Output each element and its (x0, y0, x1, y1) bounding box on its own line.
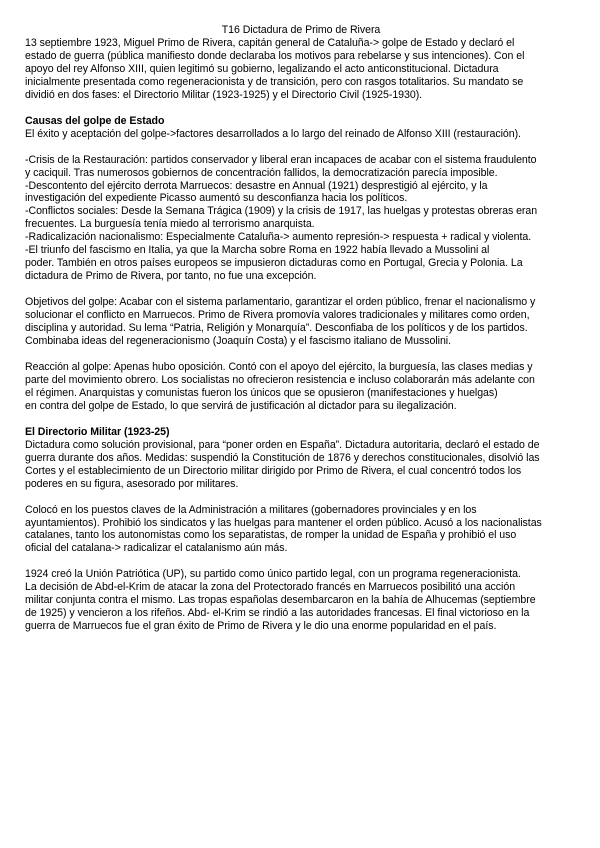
text-line: ayuntamientos). Prohibió los sindicatos y las huelgas para mantener el orden público. Acusó a los nacionalistas (25, 516, 542, 529)
text-line: Objetivos del golpe: Acabar con el sistema parlamentario, garantizar el orden público, frenar el nacionalismo y (25, 296, 536, 309)
text-line: en contra del golpe de Estado, lo que servirá de justificación al dictador para su ilegalización. (25, 399, 457, 412)
text-line: de 1925) y vencieron a los rifeños. Abd- el-Krim se rindió a las autoridades francesas. El final victorioso en la (25, 607, 530, 620)
directorio-paragraph-2 (25, 504, 577, 556)
text-line: La decisión de Abd-el-Krim de atacar la zona del Protectorado francés en Marruecos posibilitó una acción (25, 581, 516, 594)
text-line: solucionar el conflicto en Marruecos. Primo de Rivera promovía valores tradicionales y militares como orden, (25, 309, 530, 322)
text-line: -Descontento del ejército derrota Marruecos: desastre en Annual (1921) desprestigió al ejército, y la (25, 179, 488, 192)
text-line: Dictadura como solución provisional, para “poner orden en España”. Dictadura autoritaria, declaró el estado de (25, 438, 540, 451)
text-line: y caciquil. Tras numerosos gobiernos de concentración fallidos, la democratización parecía imposible. (25, 166, 498, 179)
text-line: disciplina y autoridad. Su lema “Patria, Religión y Monarquía”. Desconfiaba de los políticos y de los partidos. (25, 322, 528, 335)
document-page (25, 24, 577, 633)
text-line: 1924 creó la Unión Patriótica (UP), su partido como único partido legal, con un programa regeneracionista. (25, 568, 521, 581)
text-line: catalanes, tanto los autonomistas como los separatistas, de romper la unidad de España y prohibió el uso (25, 529, 517, 542)
text-line: dividió en dos fases: el Directorio Militar (1923-1925) y el Directorio Civil (1925-1930). (25, 88, 423, 101)
text-line: parte del movimiento obrero. Los socialistas no ofrecieron resistencia e incluso colaborarán más adelante con (25, 373, 535, 386)
text-line: investigación del expediente Picasso aumentó su desconfianza hacia los políticos. (25, 192, 408, 205)
text-line: -Crisis de la Restauración: partidos conservador y liberal eran incapaces de acabar con el sistema fraudulento (25, 153, 537, 166)
text-line: apoyo del rey Alfonso XIII, quien legitimó su gobierno, legalizando el acto anticonstitucional. Dictadura (25, 62, 499, 75)
text-line: frecuentes. La burguesía tenía miedo al terrorismo anarquista. (25, 218, 315, 231)
section-heading-causas: Causas del golpe de Estado (25, 114, 165, 127)
text-line: guerra durante dos años. Medidas: suspendió la Constitución de 1876 y derechos constitucionales, disolvió las (25, 451, 540, 464)
section-heading-directorio: El Directorio Militar (1923-25) (25, 425, 170, 438)
text-line: Combinaba ideas del regeneracionismo (Joaquín Costa) y el fascismo italiano de Mussolini. (25, 335, 451, 348)
text-line: dictadura de Primo de Rivera, por tanto, no fue una excepción. (25, 270, 317, 283)
text-line: poderes en su figura, asesorado por militares. (25, 477, 239, 490)
text-line: militar conjunta contra el mismo. Las tropas españolas desembarcaron en la bahía de Alhucemas (septiembre (25, 594, 536, 607)
intro-paragraph (25, 37, 577, 102)
text-line: Reacción al golpe: Apenas hubo oposición. Contó con el apoyo del ejército, la burguesía, las clases medias y (25, 360, 533, 373)
text-line: 13 septiembre 1923, Miguel Primo de Rivera, capitán general de Cataluña-> golpe de Estado y declaró el (25, 36, 515, 49)
text-line: guerra de Marruecos fue el gran éxito de Primo de Rivera y le dio una enorme popularidad en el país. (25, 620, 497, 633)
text-line: -Conflictos sociales: Desde la Semana Trágica (1909) y la crisis de 1917, las huelgas y protestas obreras eran (25, 205, 538, 218)
causas-lead (25, 128, 577, 141)
text-line: oficial del catalana-> radicalizar el catalanismo aún más. (25, 542, 288, 555)
text-line: Cortes y el establecimiento de un Directorio militar dirigido por Primo de Rivera, el cual concentró todos los (25, 464, 522, 477)
text-line: poder. También en otros países europeos se impusieron dictaduras como en Portugal, Grecia y Polonia. La (25, 257, 523, 270)
text-line: El éxito y aceptación del golpe->factores desarrollados a lo largo del reinado de Alfonso XIII (restauración). (25, 127, 521, 140)
reaccion-paragraph (25, 361, 577, 413)
text-line: estado de guerra (pública manifiesto donde declaraba los motivos para rebelarse y sus intenciones). Con el (25, 49, 525, 62)
text-line: -Radicalización nacionalismo: Especialmente Cataluña-> aumento represión-> respuesta + radical y violenta. (25, 231, 532, 244)
page-title: T16 Dictadura de Primo de Rivera (221, 24, 381, 36)
causas-list (25, 154, 577, 284)
text-line: el régimen. Anarquistas y comunistas fueron los únicos que se opusieron (manifestaciones y huelgas) (25, 386, 498, 399)
objetivos-paragraph (25, 296, 577, 348)
directorio-paragraph-1 (25, 439, 577, 491)
text-line: Colocó en los puestos claves de la Administración a militares (gobernadores provinciales y en los (25, 503, 477, 516)
directorio-paragraph-3 (25, 568, 577, 633)
text-line: inicialmente presentada como regeneracionista y de transición, pero con rasgos totalitarios. Su mandato se (25, 75, 524, 88)
text-line: -El triunfo del fascismo en Italia, ya que la Marcha sobre Roma en 1922 había llevado a Mussolini al (25, 244, 490, 257)
